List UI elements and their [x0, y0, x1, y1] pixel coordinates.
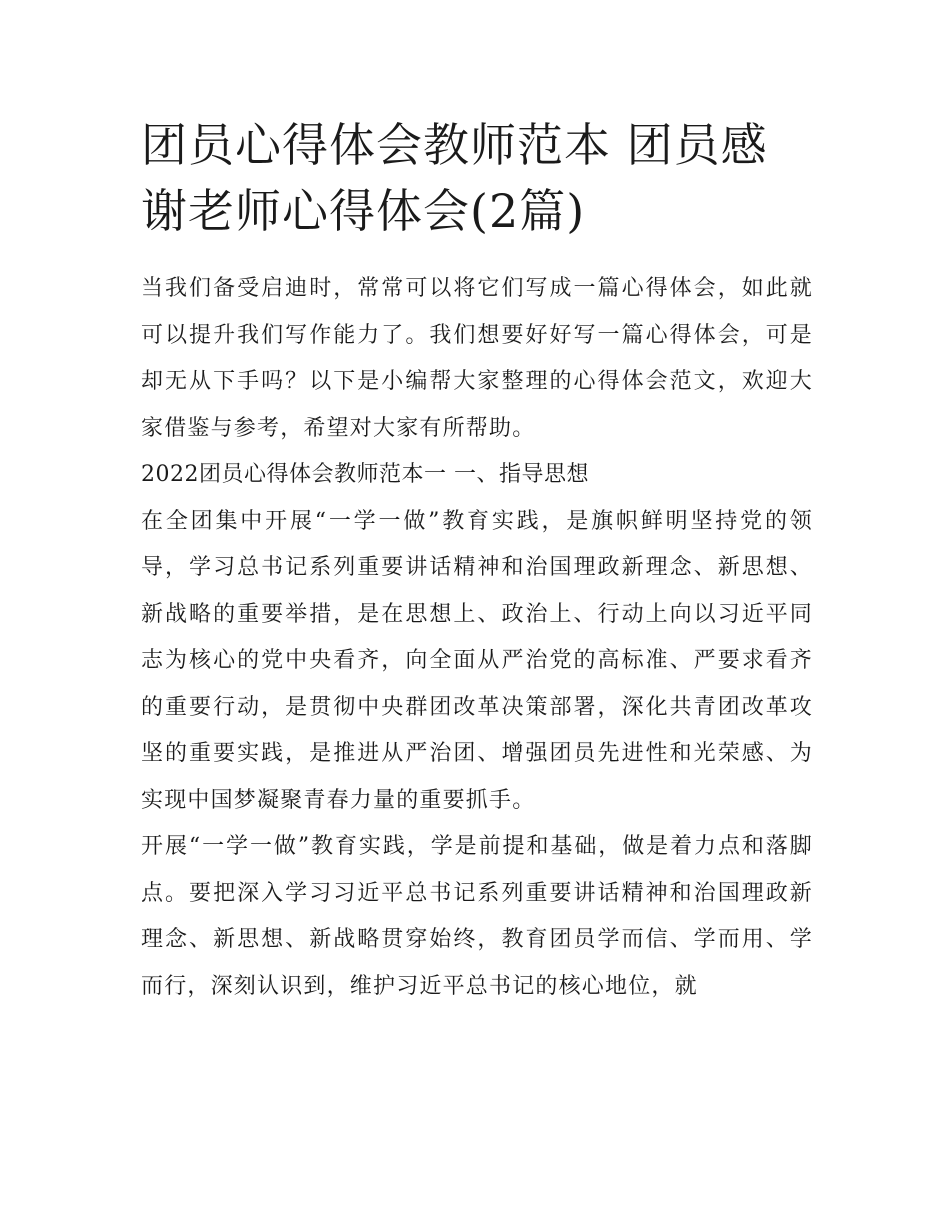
document-body	[141, 112, 813, 1010]
body-paragraph-2: 开展“一学一做”教育实践，学是前提和基础，做是着力点和落脚点。要把深入学习习近平总书记系列重要讲话精神和治国理政新理念、新思想、新战略贯穿始终，教育团员学而信、学而用、学而行，深刻认识到，维护习近平总书记的核心地位，就	[141, 834, 813, 999]
document-title: 团员心得体会教师范本 团员感谢老师心得体会(2篇)	[141, 118, 768, 238]
section-heading: 2022团员心得体会教师范本一 一、指导思想	[141, 462, 589, 487]
intro-paragraph: 当我们备受启迪时，常常可以将它们写成一篇心得体会，如此就可以提升我们写作能力了。我们想要好好写一篇心得体会，可是却无从下手吗？以下是小编帮大家整理的心得体会范文，欢迎大家借鉴与参考，希望对大家有所帮助。	[141, 276, 813, 441]
body-paragraph-1: 在全团集中开展“一学一做”教育实践，是旗帜鲜明坚持党的领导，学习总书记系列重要讲话精神和治国理政新理念、新思想、新战略的重要举措，是在思想上、政治上、行动上向以习近平同志为核心的党中央看齐，向全面从严治党的高标准、严要求看齐的重要行动，是贯彻中央群团改革决策部署，深化共青团改革攻坚的重要实践，是推进从严治团、增强团员先进性和光荣感、为实现中国梦凝聚青春力量的重要抓手。	[141, 508, 813, 813]
